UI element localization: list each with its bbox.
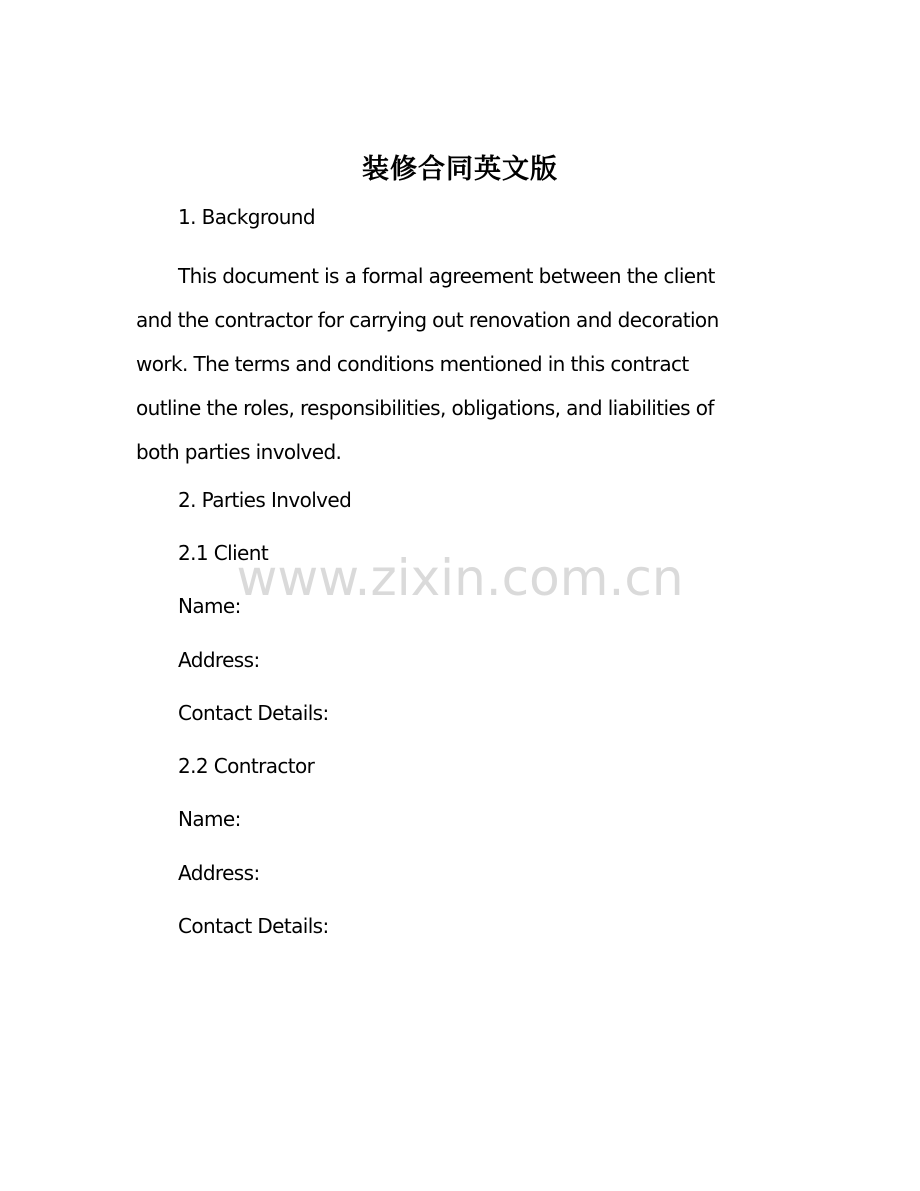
contractor-name-label: Name:: [178, 807, 241, 831]
contractor-contact-label: Contact Details:: [178, 914, 329, 938]
client-name-label: Name:: [178, 594, 241, 618]
paragraph-line: both parties involved.: [136, 440, 342, 464]
document-title: 装修合同英文版: [362, 154, 558, 185]
watermark: www.zixin.com.cn: [236, 549, 684, 607]
paragraph-line: work. The terms and conditions mentioned in this contract: [136, 352, 689, 376]
paragraph-line: outline the roles, responsibilities, obligations, and liabilities of: [136, 396, 714, 420]
paragraph-line: This document is a formal agreement between the client: [178, 264, 715, 288]
client-address-label: Address:: [178, 648, 260, 672]
subsection-heading-contractor: 2.2 Contractor: [178, 754, 315, 778]
client-contact-label: Contact Details:: [178, 701, 329, 725]
paragraph-line: and the contractor for carrying out renovation and decoration: [136, 308, 719, 332]
section-heading-background: 1. Background: [178, 205, 315, 229]
contractor-address-label: Address:: [178, 861, 260, 885]
subsection-heading-client: 2.1 Client: [178, 541, 269, 565]
section-heading-parties: 2. Parties Involved: [178, 488, 352, 512]
background-paragraph: [136, 254, 786, 474]
